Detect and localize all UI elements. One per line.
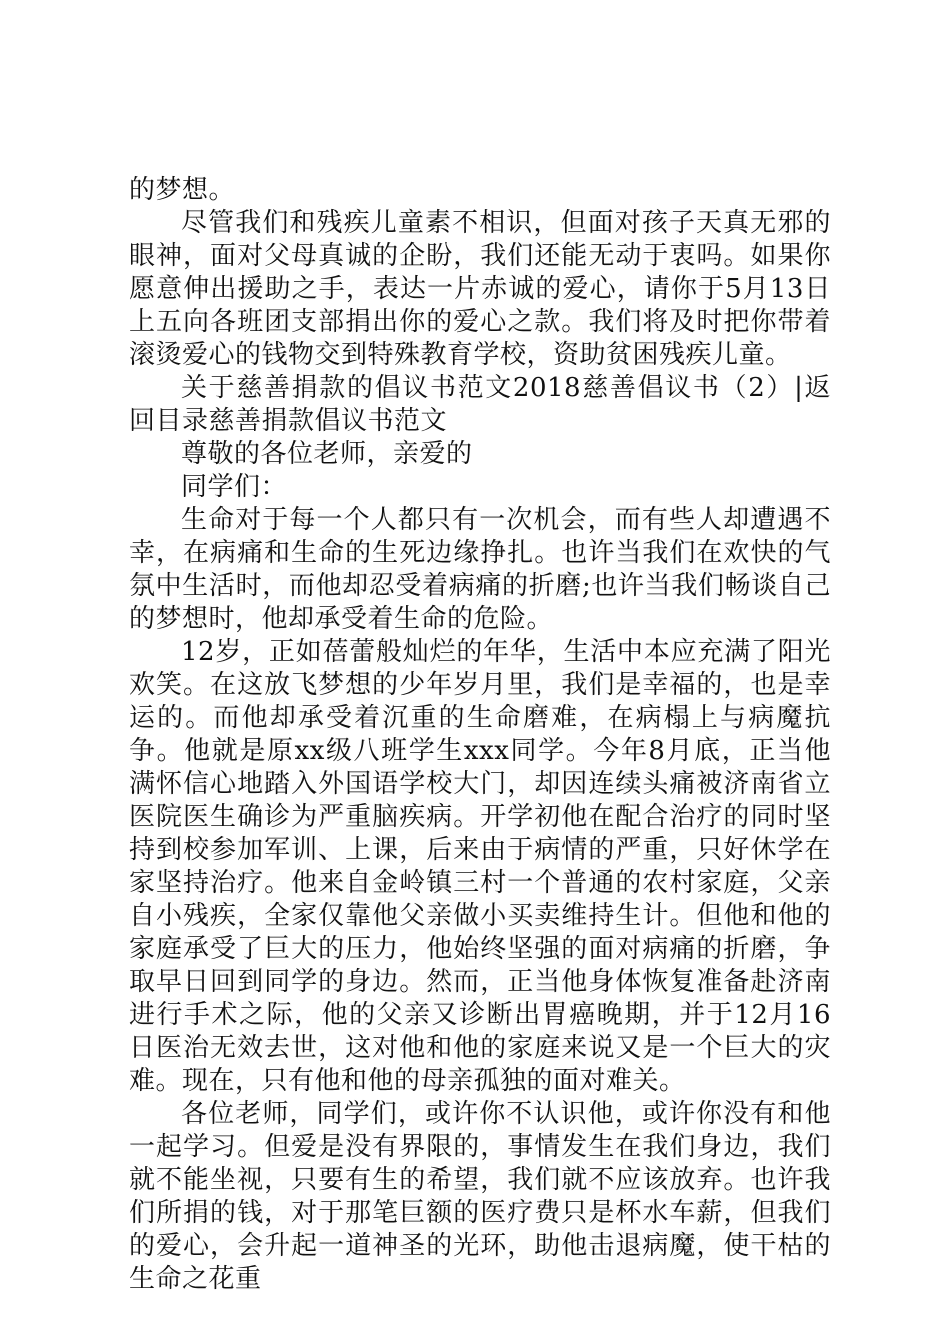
paragraph: 各位老师，同学们，或许你不认识他，或许你没有和他一起学习。但爱是没有界限的，事情发生在我们身边，我们就不能坐视，只要有生的希望，我们就不应该放弃。也许我们所捐的钱，对于那笔巨额的医疗费只是杯水车薪，但我们的爱心，会升起一道神圣的光环，助他击退病魔，使干枯的生命之花重 — [129, 1099, 831, 1294]
paragraph-heading: 关于慈善捐款的倡议书范文2018慈善倡议书（2）|返回目录慈善捐款倡议书范文 — [129, 373, 831, 436]
paragraph: 的梦想。 — [129, 175, 236, 205]
salutation: 尊敬的各位老师，亲爱的 — [181, 439, 473, 469]
document-body — [129, 174, 831, 1296]
paragraph: 12岁，正如蓓蕾般灿烂的年华，生活中本应充满了阳光欢笑。在这放飞梦想的少年岁月里，我们是幸福的，也是幸运的。而他却承受着沉重的生命磨难，在病榻上与病魔抗争。他就是原xx级八班学生xxx同学。今年8月底，正当他满怀信心地踏入外国语学校大门，却因连续头痛被济南省立医院医生确诊为严重脑疾病。开学初他在配合治疗的同时坚持到校参加军训、上课，后来由于病情的严重，只好休学在家坚持治疗。他来自金岭镇三村一个普通的农村家庭，父亲自小残疾，全家仅靠他父亲做小买卖维持生计。但他和他的家庭承受了巨大的压力，他始终坚强的面对病痛的折磨，争取早日回到同学的身边。然而，正当他身体恢复准备赴济南进行手术之际，他的父亲又诊断出胃癌晚期，并于12月16日医治无效去世，这对他和他的家庭来说又是一个巨大的灾难。现在，只有他和他的母亲孤独的面对难关。 — [129, 637, 831, 1096]
salutation: 同学们： — [181, 472, 288, 502]
paragraph: 尽管我们和残疾儿童素不相识，但面对孩子天真无邪的眼神，面对父母真诚的企盼，我们还能无动于衷吗。如果你愿意伸出援助之手，表达一片赤诚的爱心，请你于5月13日上五向各班团支部捐出你的爱心之款。我们将及时把你带着滚烫爱心的钱物交到特殊教育学校，资助贫困残疾儿童。 — [129, 208, 831, 370]
paragraph: 生命对于每一个人都只有一次机会，而有些人却遭遇不幸，在病痛和生命的生死边缘挣扎。也许当我们在欢快的气氛中生活时，而他却忍受着病痛的折磨;也许当我们畅谈自己的梦想时，他却承受着生命的危险。 — [129, 505, 831, 634]
